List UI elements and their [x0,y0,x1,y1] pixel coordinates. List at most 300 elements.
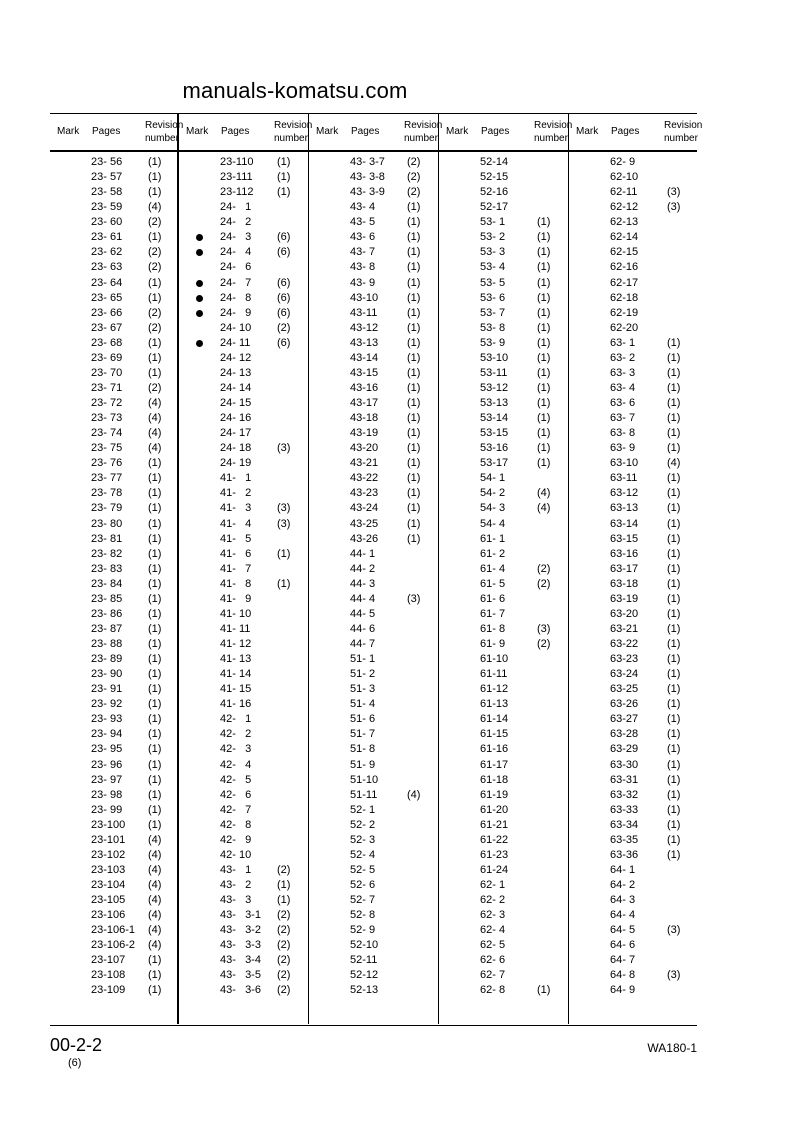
table-row [50,396,180,411]
page-number: 61-19 [480,788,509,801]
revision-number: (4) [667,457,681,470]
page-number: 43- 3-1 [220,909,261,922]
page-number: 23- 79 [91,502,123,515]
header-revision: Revision number [404,120,443,144]
revision-number: (1) [148,336,162,349]
page-number: 23- 85 [91,592,123,605]
table-row [569,230,699,245]
revision-number: (1) [667,427,681,440]
page-number: 43-21 [350,457,379,470]
page-number: 63- 3 [610,366,636,379]
page-number: 63-25 [610,683,639,696]
table-row [439,291,569,306]
revision-number: (1) [537,216,551,229]
page-number: 51- 7 [350,728,376,741]
table-row [439,773,569,788]
table-row [569,456,699,471]
column-group-3 [309,113,443,1024]
revision-number: (4) [148,879,162,891]
page-number: 62-10 [610,171,639,184]
page-number: 41- 8 [220,577,252,590]
page-number: 23-107 [91,954,126,967]
revision-mark-dot-icon [196,310,203,317]
revision-number: (1) [148,186,162,199]
table-row [439,893,569,908]
page-number: 23- 74 [91,427,123,440]
table-row [50,260,180,275]
page-number: 61-12 [480,683,509,696]
page-number: 51- 6 [350,713,376,726]
page-number: 41- 6 [220,547,252,560]
table-row [50,215,180,230]
table-row [569,306,699,321]
rows [179,155,309,999]
revision-mark-dot-icon [196,295,203,302]
page-number: 53- 4 [480,261,506,274]
page-number: 24- 16 [220,412,252,425]
table-row [179,486,309,501]
page-number: 63-33 [610,803,639,816]
revision-number: (1) [277,879,291,891]
table-row [50,773,180,788]
table-row [179,547,309,562]
table-row [309,441,439,456]
page-number: 63-17 [610,562,639,575]
page-number: 61-11 [480,668,508,681]
table-row [569,878,699,893]
table-row [179,471,309,486]
page-number: 52- 1 [350,803,376,816]
table-row [179,833,309,848]
page-number: 43- 9 [350,276,376,289]
table-row [569,592,699,607]
table-row [309,577,439,592]
revision-number: (1) [537,366,551,379]
page-number: 23- 83 [91,562,123,575]
revision-number: (1) [277,171,291,184]
table-row [50,170,180,185]
page-number: 51- 8 [350,743,376,756]
table-row [50,938,180,953]
table-row [569,818,699,833]
table-row [309,742,439,757]
page-number: 42- 8 [220,818,252,831]
page-number: 23-101 [91,833,126,846]
table-row [439,306,569,321]
table-row [439,517,569,532]
revision-number: (1) [148,954,162,967]
table-row [179,291,309,306]
revision-number: (1) [537,457,551,470]
page-number: 23- 98 [91,788,123,801]
page-number: 63-26 [610,698,639,711]
page-number: 52-15 [480,171,509,184]
table-row [309,532,439,547]
page-number: 51- 2 [350,668,376,681]
revision-number: (2) [148,306,162,319]
page-number: 43- 3-3 [220,939,261,952]
revision-number: (1) [407,351,421,364]
table-row [179,592,309,607]
page-number: 63-20 [610,607,639,620]
revision-number: (1) [667,833,681,846]
table-row [569,908,699,923]
table-row [50,742,180,757]
page-number: 42- 5 [220,773,252,786]
table-row [439,230,569,245]
table-row [309,366,439,381]
page-number: 52- 8 [350,909,376,922]
table-row [179,456,309,471]
table-row [179,983,309,998]
revision-number: (4) [148,924,162,937]
revision-number: (2) [277,969,291,982]
revision-number: (1) [277,156,291,168]
revision-number: (2) [537,577,551,590]
page-number: 52-16 [480,186,509,199]
table-row [179,682,309,697]
page-number: 52- 7 [350,894,376,907]
table-row [50,667,180,682]
page-number: 23- 94 [91,728,123,741]
revision-number: (4) [407,788,421,801]
page-number: 43- 3-7 [350,156,385,168]
table-row [50,245,180,260]
page-number: 23- 93 [91,713,123,726]
page-number: 23- 59 [91,201,123,214]
table-row [439,577,569,592]
table-row [50,893,180,908]
table-row [439,878,569,893]
revision-number: (4) [148,939,162,952]
page-number: 23- 80 [91,517,123,530]
revision-number: (1) [148,487,162,500]
table-row [50,291,180,306]
revision-number: (4) [148,848,162,861]
table-row [50,788,180,803]
revision-number: (1) [537,984,551,997]
table-row [569,366,699,381]
page-number: 61-20 [480,803,509,816]
page-number: 62- 5 [480,939,506,952]
table-row [569,562,699,577]
page-number: 23- 65 [91,291,123,304]
page-number: 62- 4 [480,924,506,937]
revision-number: (2) [407,156,421,168]
page-number: 63-18 [610,577,639,590]
revision-number: (1) [277,547,291,560]
page-number: 23- 96 [91,758,123,771]
page-number: 63-15 [610,532,639,545]
page-number: 51- 4 [350,698,376,711]
revision-number: (1) [148,683,162,696]
revision-number: (1) [148,607,162,620]
table-row [309,562,439,577]
table-row [50,336,180,351]
table-row [50,306,180,321]
page-number: 41- 10 [220,607,252,620]
table-row [569,170,699,185]
table-row [569,577,699,592]
table-row [309,471,439,486]
revision-number: (2) [148,261,162,274]
table-row [439,245,569,260]
revision-number: (3) [537,622,551,635]
table-row [50,517,180,532]
table-row [309,351,439,366]
page-number: 24- 15 [220,397,252,409]
table-row [179,727,309,742]
table-row [179,968,309,983]
page-number: 24- 13 [220,366,252,379]
page-number: 24- 11 [220,336,251,349]
page-number: 52-11 [350,954,378,967]
table-row [179,667,309,682]
rows [309,155,439,999]
page-number: 61-15 [480,728,509,741]
revision-number: (1) [667,442,681,455]
table-row [50,652,180,667]
table-row [179,366,309,381]
page-number: 61- 9 [480,638,506,650]
page-number: 61- 2 [480,547,506,560]
header-pages: Pages [351,126,380,137]
table-row [179,773,309,788]
page-number: 44- 7 [350,638,376,650]
table-row [50,426,180,441]
revision-number: (1) [537,291,551,304]
page-number: 23- 62 [91,246,123,259]
page-number: 51- 1 [350,653,376,666]
page-number: 24- 18 [220,442,252,455]
table-row [569,773,699,788]
revision-number: (1) [667,653,681,666]
page-number: 43-18 [350,412,379,425]
table-row [309,170,439,185]
table-row [179,562,309,577]
revision-number: (1) [537,381,551,394]
page-number: 23- 89 [91,653,123,666]
table-row [439,818,569,833]
page-number: 62-19 [610,306,639,319]
table-row [569,697,699,712]
revision-number: (4) [148,201,162,214]
page-number: 62-13 [610,216,639,229]
page-number: 53- 1 [480,216,506,229]
table-row [309,818,439,833]
page-number: 23-106-1 [91,924,136,937]
page-number: 23-111 [220,171,253,184]
page-number: 53- 2 [480,231,506,244]
revision-number: (1) [537,427,551,440]
revision-number: (1) [407,427,421,440]
table-row [50,712,180,727]
page-number: 41- 4 [220,517,252,530]
table-row [309,486,439,501]
table-row [439,501,569,516]
page-number: 63-36 [610,848,639,861]
table-row [439,547,569,562]
revision-number: (1) [667,472,681,485]
revision-number: (6) [277,306,291,319]
page-number: 23- 95 [91,743,123,756]
table-row [569,893,699,908]
revision-number: (1) [148,758,162,771]
revision-number: (1) [537,336,551,349]
revision-number: (2) [277,863,291,876]
revision-number: (1) [667,397,681,409]
page-number: 53-13 [480,397,509,409]
column-group-1 [50,113,184,1024]
table-row [439,396,569,411]
page-number: 62- 1 [480,879,506,891]
page-number: 43- 4 [350,201,376,214]
table-row [569,758,699,773]
revision-number: (1) [667,381,681,394]
table-row [309,893,439,908]
table-row [179,351,309,366]
table-row [309,727,439,742]
page-number: 41- 3 [220,502,252,515]
table-row [569,245,699,260]
table-row [179,441,309,456]
revision-number: (1) [148,698,162,711]
page-number: 51-10 [350,773,379,786]
table-row [439,155,569,170]
revision-number: (1) [537,351,551,364]
table-row [439,592,569,607]
table-row [179,848,309,863]
table-row [50,577,180,592]
page-number: 63-34 [610,818,639,831]
table-row [179,306,309,321]
revision-number: (1) [667,336,681,349]
table-row [309,953,439,968]
revision-number: (3) [667,924,681,937]
table-row [569,742,699,757]
revision-number: (2) [148,381,162,394]
revision-number: (6) [277,276,291,289]
page-number: 43- 2 [220,879,252,891]
revision-number: (1) [407,306,421,319]
header-pages: Pages [92,126,121,137]
table-row [50,697,180,712]
table-row [439,652,569,667]
page-number: 42- 10 [220,848,252,861]
page-number: 44- 4 [350,592,376,605]
revision-number: (1) [667,668,681,681]
table-row [50,200,180,215]
table-row [50,456,180,471]
page-number: 24- 14 [220,381,252,394]
page-number: 43-16 [350,381,379,394]
table-row [439,366,569,381]
table-row [569,426,699,441]
table-row [569,652,699,667]
page-number: 23- 57 [91,171,123,184]
page-number: 43- 3-4 [220,954,261,967]
revision-number: (1) [148,773,162,786]
page-number: 61-14 [480,713,509,726]
table-row [309,306,439,321]
table-row [50,848,180,863]
revision-number: (1) [277,577,291,590]
page-number: 44- 5 [350,607,376,620]
table-row [439,788,569,803]
revision-number: (1) [148,653,162,666]
revision-number: (1) [537,442,551,455]
table-row [569,983,699,998]
revision-number: (1) [537,276,551,289]
table-row [179,938,309,953]
page-number: 43-26 [350,532,379,545]
page-number: 23- 86 [91,607,123,620]
table-row [50,471,180,486]
page-number: 23- 63 [91,261,123,274]
revision-number: (4) [148,833,162,846]
page-number: 23- 91 [91,683,123,696]
table-row [50,592,180,607]
footer-page-number: 00-2-2 [50,1035,103,1055]
header-mark: Mark [57,126,80,137]
site-title: manuals-komatsu.com [182,78,408,103]
page-number: 43-15 [350,366,379,379]
page-number: 24- 17 [220,427,252,440]
page-number: 24- 6 [220,261,252,274]
revision-number: (1) [407,291,421,304]
page-number: 44- 6 [350,622,376,635]
revision-number: (1) [667,683,681,696]
revision-number: (1) [537,397,551,409]
table-row [439,411,569,426]
page-number: 41- 5 [220,532,252,545]
page-number: 61- 8 [480,622,506,635]
page-number: 63-13 [610,502,639,515]
revision-number: (1) [407,517,421,530]
revision-number: (2) [407,186,421,199]
page-number: 63-24 [610,668,639,681]
page-number: 41- 15 [220,683,252,696]
revision-number: (1) [148,291,162,304]
page-number: 23- 69 [91,351,123,364]
table-row [309,426,439,441]
page-number: 52-10 [350,939,379,952]
revision-number: (1) [148,472,162,485]
page-number: 42- 1 [220,713,252,726]
revision-number: (1) [407,472,421,485]
table-row [439,953,569,968]
page-number: 51-11 [350,788,378,801]
page-number: 43-19 [350,427,379,440]
page-number: 43-22 [350,472,379,485]
page-number: 63-23 [610,653,639,666]
page-number: 44- 1 [350,547,376,560]
table-row [179,818,309,833]
table-row [179,517,309,532]
page-number: 62- 8 [480,984,506,997]
page-number: 63-22 [610,638,639,650]
table-row [309,245,439,260]
page-number: 43- 3-6 [220,984,261,997]
page-number: 63-35 [610,833,639,846]
page-number: 52-17 [480,201,509,214]
table-row [309,682,439,697]
table-row [179,607,309,622]
table-row [309,230,439,245]
page-number: 62-12 [610,201,639,214]
table-row [179,758,309,773]
page-number: 41- 13 [220,653,252,666]
